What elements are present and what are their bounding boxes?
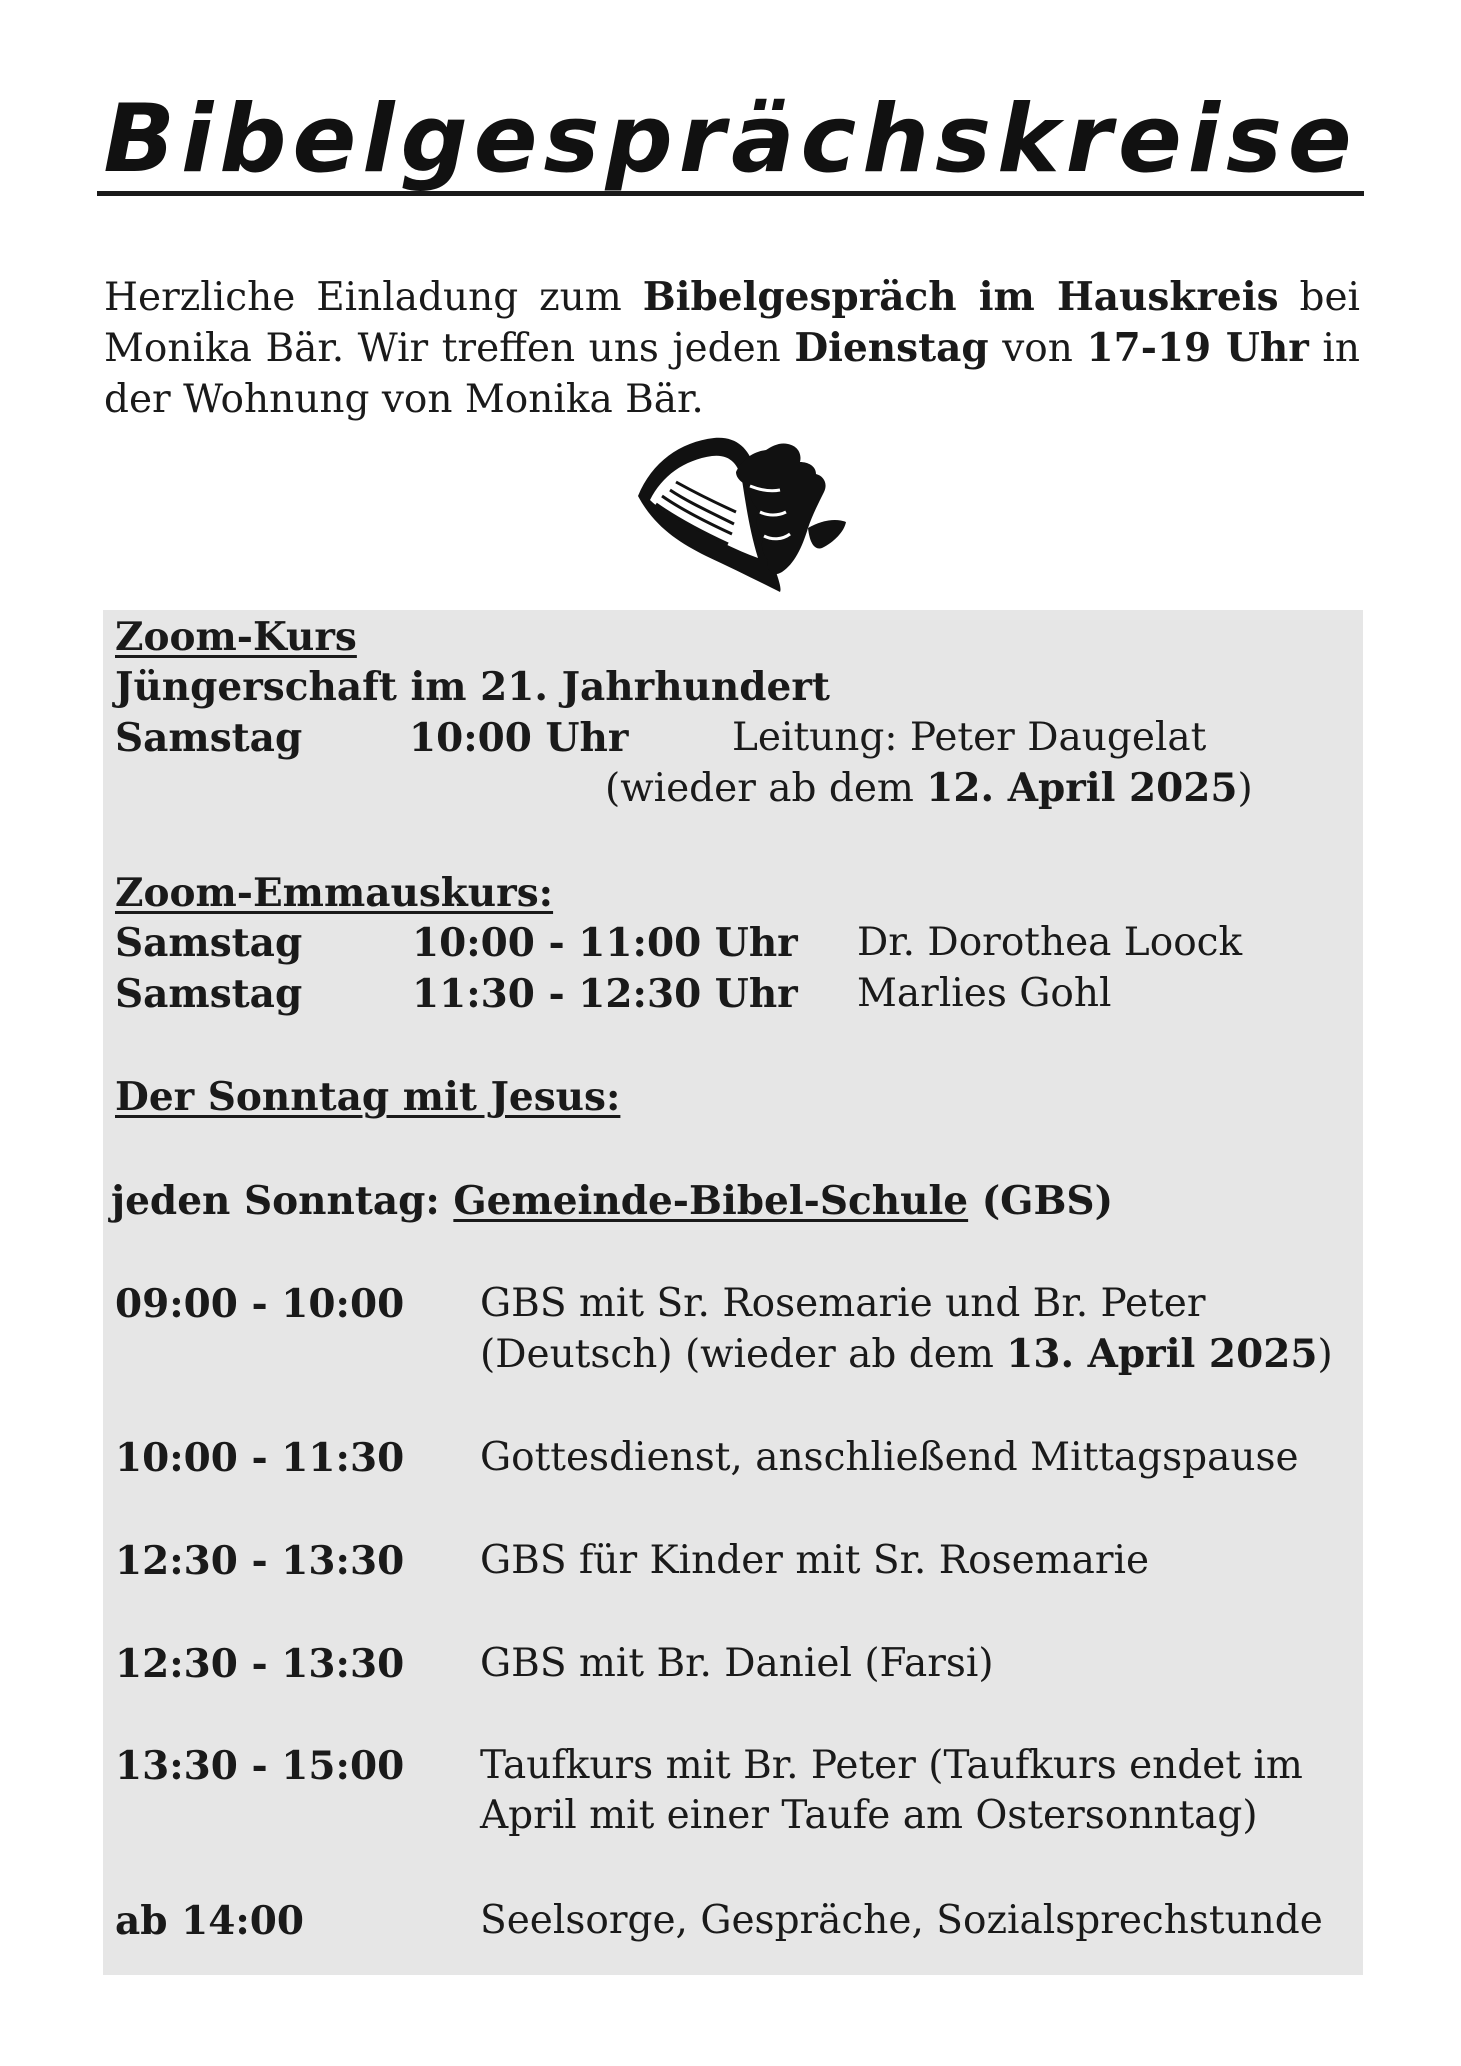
intro-text-2: bei Monika Bär. Wir treffen uns jeden — [104, 275, 1360, 371]
schedule-row-5-line1: Taufkurs mit Br. Peter (Taufkurs endet im — [480, 1743, 1303, 1788]
gbs-line — [111, 1176, 1113, 1226]
intro-bold-hauskreis: Bibelgespräch im Hauskreis — [642, 274, 1279, 320]
zoom-kurs-note — [605, 763, 1253, 814]
emmaus-row-1-person: Dr. Dorothea Loock — [857, 920, 1243, 965]
zoom-kurs-heading: Zoom-Kurs — [115, 614, 357, 660]
gbs-name: Gemeinde-Bibel-Schule — [453, 1178, 969, 1224]
schedule-row-5-line2: April mit einer Taufe am Ostersonntag) — [480, 1793, 1258, 1838]
schedule-row-3-time: 12:30 - 13:30 — [115, 1538, 405, 1584]
emmaus-row-2-person: Marlies Gohl — [857, 971, 1112, 1016]
gbs-prefix: jeden Sonntag: — [111, 1178, 454, 1224]
zoom-kurs-time: 10:00 Uhr — [409, 715, 629, 761]
intro-text-1: Herzliche Einladung zum — [104, 275, 643, 320]
schedule-row-3-line1: GBS für Kinder mit Sr. Rosemarie — [480, 1538, 1150, 1583]
schedule-row-4-line1: GBS mit Br. Daniel (Farsi) — [480, 1641, 994, 1686]
schedule-row-1-line2-date: 13. April 2025 — [1006, 1331, 1318, 1377]
intro-bold-time: 17-19 Uhr — [1086, 325, 1309, 371]
schedule-row-1-time: 09:00 - 10:00 — [115, 1281, 405, 1327]
zoom-kurs-note-prefix: (wieder ab dem — [605, 766, 927, 811]
gbs-suffix: (GBS) — [968, 1178, 1114, 1224]
intro-bold-day: Dienstag — [794, 325, 989, 371]
schedule-row-1-line2-prefix: (Deutsch) (wieder ab dem — [480, 1332, 1007, 1377]
emmaus-row-2-day: Samstag — [115, 971, 303, 1017]
emmaus-row-1-time: 10:00 - 11:00 Uhr — [412, 920, 798, 966]
intro-text-4: in der Wohnung von Monika Bär. — [104, 326, 1360, 422]
schedule-row-1-line2-suffix: ) — [1317, 1332, 1333, 1377]
emmaus-heading: Zoom-Emmauskurs: — [115, 870, 554, 916]
zoom-kurs-subtitle: Jüngerschaft im 21. Jahrhundert — [115, 664, 830, 710]
schedule-row-1-line1: GBS mit Sr. Rosemarie und Br. Peter — [480, 1281, 1206, 1326]
title-wrap — [0, 85, 1461, 196]
zoom-kurs-leader: Leitung: Peter Daugelat — [732, 715, 1207, 760]
zoom-kurs-day: Samstag — [115, 715, 303, 761]
open-bible-hand-icon — [632, 432, 852, 596]
schedule-row-1-line2 — [480, 1329, 1333, 1380]
intro-text-3: von — [988, 326, 1087, 371]
schedule-box — [103, 610, 1363, 1975]
zoom-kurs-note-date: 12. April 2025 — [926, 765, 1238, 811]
zoom-kurs-note-suffix: ) — [1237, 766, 1253, 811]
sonntag-heading: Der Sonntag mit Jesus: — [115, 1074, 621, 1120]
intro-paragraph — [104, 272, 1360, 425]
schedule-row-4-time: 12:30 - 13:30 — [115, 1641, 405, 1687]
schedule-row-6-line1: Seelsorge, Gespräche, Sozialsprechstunde — [480, 1898, 1323, 1943]
schedule-row-2-time: 10:00 - 11:30 — [115, 1435, 405, 1481]
emmaus-row-1-day: Samstag — [115, 920, 303, 966]
schedule-row-2-line1: Gottesdienst, anschließend Mittagspause — [480, 1435, 1299, 1480]
schedule-row-5-time: 13:30 - 15:00 — [115, 1743, 405, 1789]
schedule-row-6-time: ab 14:00 — [115, 1898, 305, 1944]
emmaus-row-2-time: 11:30 - 12:30 Uhr — [412, 971, 798, 1017]
page-title: Bibelgesprächskreise — [97, 88, 1363, 196]
